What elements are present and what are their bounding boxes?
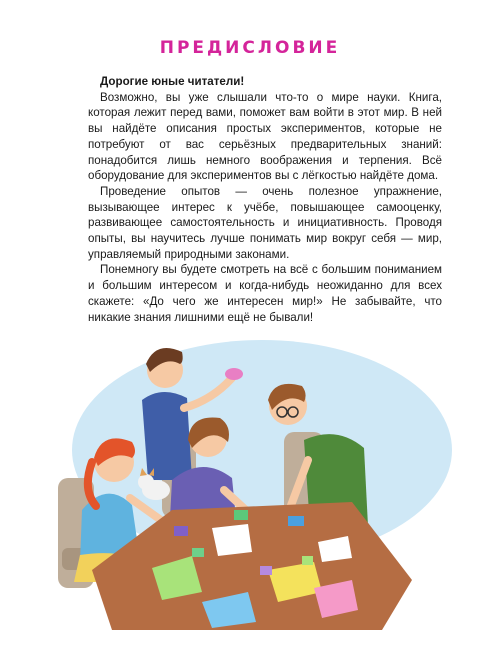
paragraph-1: Возможно, вы уже слышали что-то о мире науки. Книга, которая лежит перед вами, поможет вам войти в этот мир. В ней вы найдёте описания простых экспериментов, которые не потребуют от вас серьёзных предварительных знаний: понадобится лишь немного воображения и терпения. Всё оборудование для экспериментов вы с лёгкостью найдёте дома.	[88, 90, 442, 183]
paragraph-3: Понемногу вы будете смотреть на всё с большим пониманием и большим интересом и когда-нибудь неожиданно для всех скажете: «До чего же интересен мир!» Не забывайте, что никакие знания лишними ещё не бывали!	[88, 263, 442, 324]
kids-experiment-illustration	[52, 330, 452, 630]
page-title: ПРЕДИСЛОВИЕ	[159, 38, 341, 58]
preface-text	[88, 74, 442, 325]
paragraph-2: Проведение опытов — очень полезное упражнение, вызывающее интерес к учёбе, повышающее самооценку, развивающее самостоятельность и инициативность. Проводя опыты, вы научитесь лучше понимать мир вокруг себя — мир, управляемый природными законами.	[88, 184, 442, 261]
greeting: Дорогие юные читатели!	[100, 75, 245, 88]
